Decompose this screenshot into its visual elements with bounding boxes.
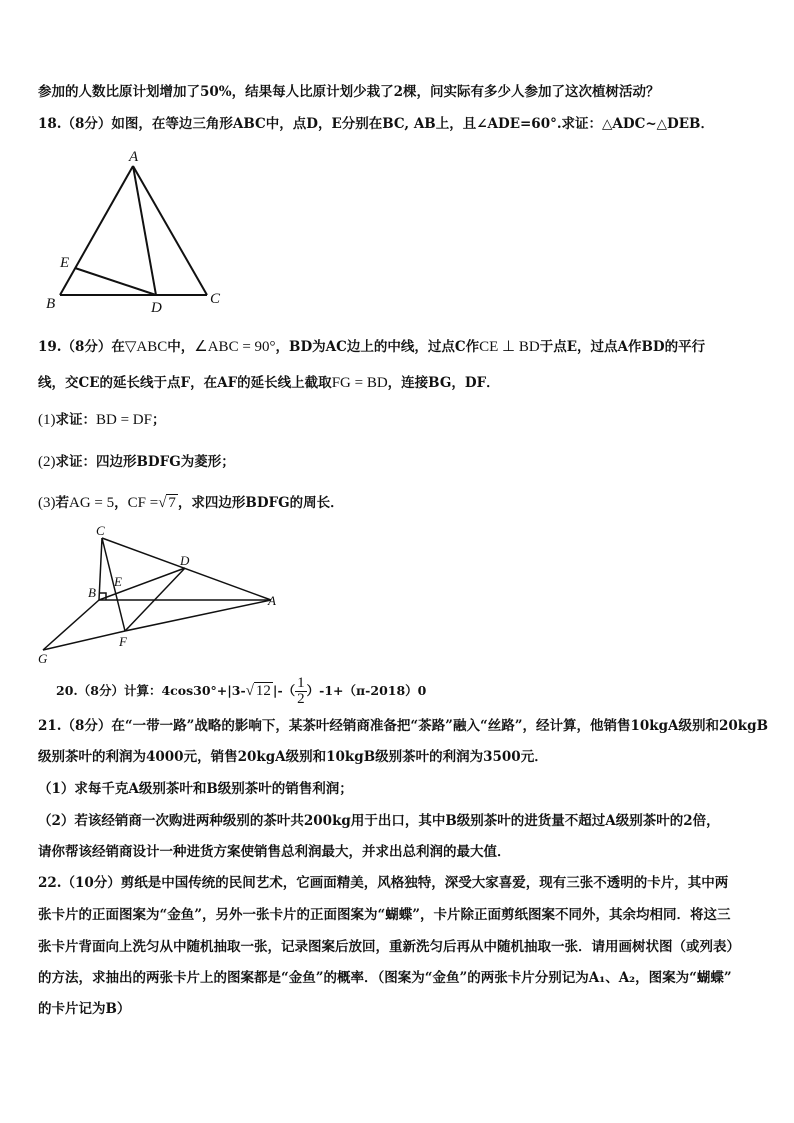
q19-mid: 中， <box>167 339 195 355</box>
label-D: D <box>180 553 190 568</box>
question-22-line-2: 张卡片的正面图案为“金鱼”，另外一张卡片的正面图案为“蝴蝶”，卡片除正面剪纸图案不同外，其余均相同．将这三 <box>38 907 731 923</box>
label-C: C <box>210 291 221 307</box>
label-A: A <box>268 593 276 608</box>
question-19-part-2 <box>38 452 764 472</box>
label-B: B <box>88 585 96 600</box>
figure-19 <box>30 524 290 670</box>
label-C: C <box>96 524 105 538</box>
label-E: E <box>114 574 122 589</box>
q19-rest1: ，BD为AC边上的中线，过点C作 <box>275 339 480 355</box>
sqrt-sign: √ <box>245 683 254 699</box>
part-pre: 若 <box>55 495 69 511</box>
q19b-prefix: 线，交CE的延长线于点F，在AF的延长线上截取 <box>38 375 332 391</box>
part-number: (2) <box>38 454 56 470</box>
label-A: A <box>129 149 139 165</box>
label-F: F <box>119 634 127 649</box>
figure-18-triangle <box>40 146 240 316</box>
part-ag: AG = 5 <box>69 495 115 511</box>
q19-angle: ∠ABC = 90° <box>194 339 276 355</box>
question-21-line-2: 级别茶叶的利润为4000元，销售20kgA级别和10kgB级别茶叶的利润为3500元． <box>38 749 548 765</box>
label-E: E <box>60 255 70 271</box>
question-21-line-4: （2）若该经销商一次购进两种级别的茶叶共200kg用于出口，其中B级别茶叶的进货量不超过A级别茶叶的2倍， <box>38 813 720 829</box>
q19-triangle: ▽ABC <box>124 339 168 355</box>
question-21-line-5: 请你帮该经销商设计一种进货方案使销售总利润最大，并求出总利润的最大值． <box>38 844 511 860</box>
fraction-denominator: 2 <box>297 691 305 707</box>
question-22-line-1: 22.（10分）剪纸是中国传统的民间艺术，它画面精美，风格独特，深受大家喜爱，现有三张不透明的卡片，其中两 <box>38 875 729 891</box>
part-rest: ，求四边形BDFG的周长． <box>177 495 344 511</box>
sqrt-radicand: 7 <box>168 495 176 511</box>
q19-prefix: 19.（8分）在 <box>38 339 125 355</box>
part-number: (1) <box>38 412 56 428</box>
sqrt-radicand: 12 <box>255 683 271 699</box>
question-22-line-3: 张卡片背面向上洗匀从中随机抽取一张，记录图案后放回，重新洗匀后再从中随机抽取一张．请用画树状图（或列表） <box>38 939 740 955</box>
q20-end: ）-1+（π-2018）0 <box>306 683 427 698</box>
part-text: 求证：四边形BDFG为菱形； <box>55 454 235 470</box>
question-22-line-4: 的方法，求抽出的两张卡片上的图案都是“金鱼”的概率．（图案为“金鱼”的两张卡片分别记为A₁、A₂，图案为“蝴蝶” <box>38 970 732 986</box>
label-D: D <box>151 300 162 316</box>
question-22-line-5: 的卡片记为B） <box>38 1001 131 1017</box>
question-19-part-3 <box>38 493 764 513</box>
part-mid: ， <box>114 495 128 511</box>
question-21-line-3: （1）求每千克A级别茶叶和B级别茶叶的销售利润； <box>38 781 353 797</box>
q19-perp: CE ⊥ BD <box>479 339 540 355</box>
question-19-part-1 <box>38 410 764 430</box>
text-line: 参加的人数比原计划增加了50%，结果每人比原计划少栽了2棵，问实际有多少人参加了这次植树活动？ <box>38 84 660 100</box>
question-18: 18.（8分）如图，在等边三角形ABC中，点D，E分别在BC, AB上，且∠ADE=60°.求证：△ADC~△DEB． <box>38 116 714 132</box>
part-cf: CF = <box>127 495 159 511</box>
q19b-eq: FG = BD <box>331 375 388 391</box>
q20-mid: |-（ <box>272 683 296 698</box>
label-G: G <box>38 651 48 666</box>
question-21-line-1: 21.（8分）在“一带一路”战略的影响下，某茶叶经销商准备把“茶路”融入“丝路”，经计算，他销售10kgA级别和20kgB <box>38 718 769 734</box>
fraction-numerator: 1 <box>297 675 305 691</box>
part-eq: BD = DF <box>96 412 152 428</box>
label-B: B <box>46 296 56 312</box>
part-text: 求证： <box>55 412 96 428</box>
part-number: (3) <box>38 495 56 511</box>
q19b-rest: ，连接BG，DF． <box>387 375 500 391</box>
part-end: ； <box>151 412 166 428</box>
question-19-line-1 <box>38 337 764 357</box>
q19-rest2: 于点E，过点A作BD的平行 <box>539 339 706 355</box>
fraction-one-half <box>295 676 307 707</box>
question-20 <box>56 676 764 707</box>
q20-prefix: 20.（8分）计算：4cos30°+|3- <box>56 683 246 698</box>
question-19-line-2 <box>38 373 764 393</box>
sqrt-sign: √ <box>158 495 167 511</box>
